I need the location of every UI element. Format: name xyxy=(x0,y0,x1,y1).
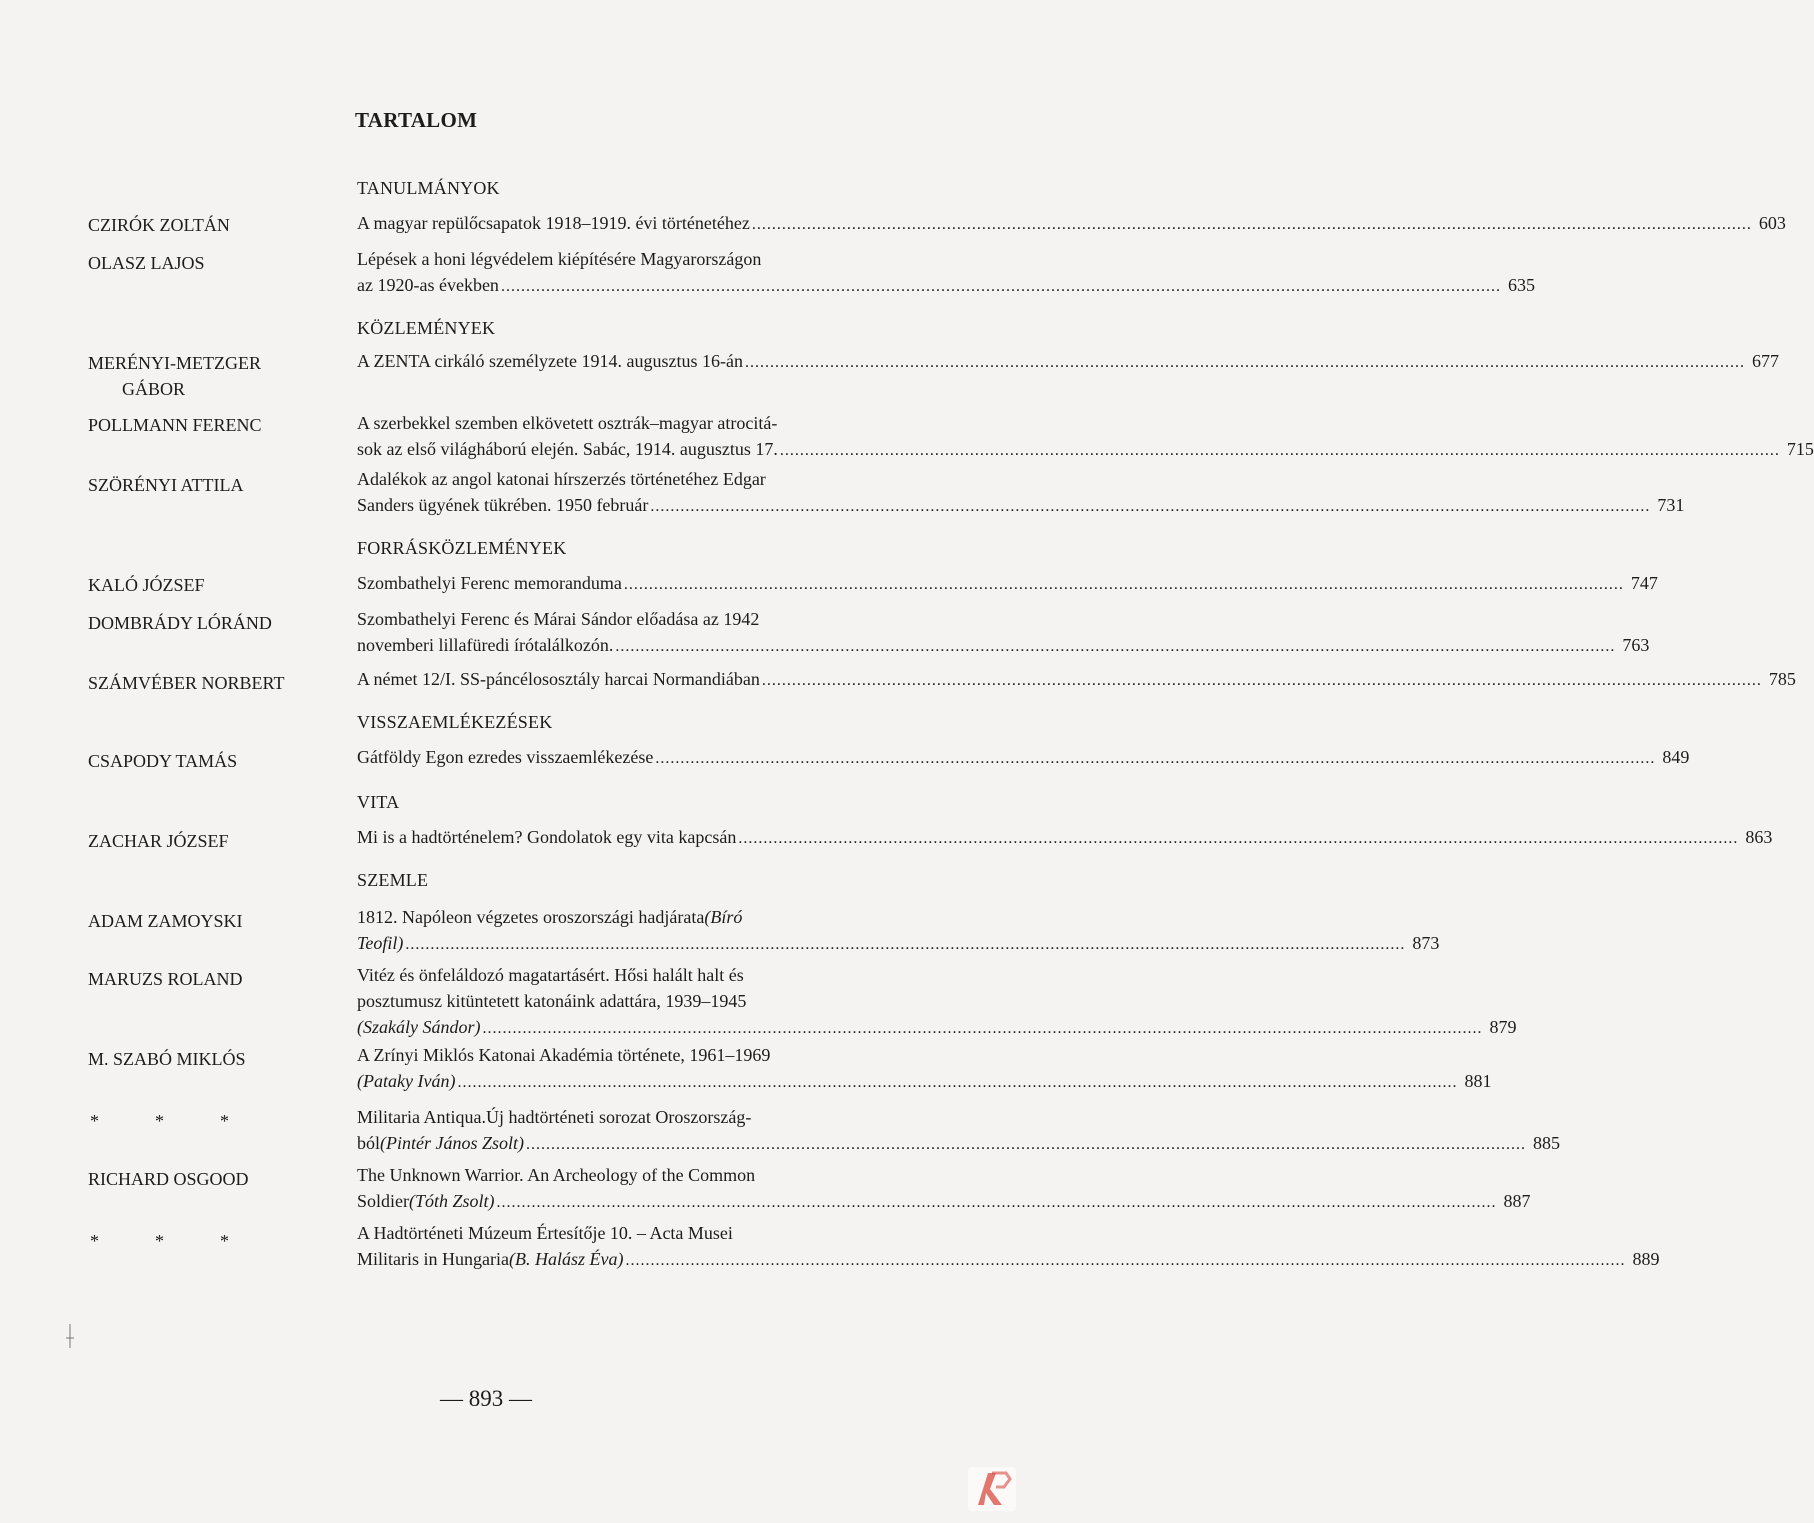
leader-dots: ........................................................................................................................................................................................................ xyxy=(623,576,1624,593)
star-mark: * xyxy=(90,1111,99,1131)
page-footer-number: — 893 — xyxy=(440,1386,532,1411)
page-number: 785 xyxy=(1768,669,1796,689)
article-title-cont: posztumusz kitüntetett katonáink adattára, 1939–1945 xyxy=(357,991,747,1011)
article-entry xyxy=(357,570,1658,598)
reviewer-name-cont: Teofil) xyxy=(357,933,404,953)
article-entry xyxy=(357,606,1650,660)
section-heading-visszaemlekezesek: VISSZAEMLÉKEZÉSEK xyxy=(357,712,553,732)
page-title: TARTALOM xyxy=(355,108,478,132)
page-number: 747 xyxy=(1630,573,1658,593)
reviewer-name: (Tóth Zsolt) xyxy=(409,1191,495,1211)
page-number: 677 xyxy=(1751,351,1779,371)
leader-dots: ........................................................................................................................................................................................................ xyxy=(526,1136,1527,1153)
author-name: M. SZABÓ MIKLÓS xyxy=(88,1049,246,1069)
article-entry xyxy=(357,1042,1492,1096)
section-heading-forraskozlemenyek: FORRÁSKÖZLEMÉNYEK xyxy=(357,538,567,558)
page-number: 879 xyxy=(1489,1017,1517,1037)
leader-dots: ........................................................................................................................................................................................................ xyxy=(625,1252,1626,1269)
author-name: CSAPODY TAMÁS xyxy=(88,751,238,771)
reviewer-name: (B. Halász Éva) xyxy=(508,1249,624,1269)
article-title: The Unknown Warrior. An Archeology of the Common xyxy=(357,1165,756,1185)
article-title-cont: ból xyxy=(357,1133,381,1153)
article-title: A Hadtörténeti Múzeum Értesítője 10. – Acta Musei xyxy=(357,1223,733,1243)
article-entry xyxy=(357,744,1690,772)
author-name-line1: MERÉNYI-METZGER xyxy=(88,353,261,373)
leader-dots: ........................................................................................................................................................................................................ xyxy=(738,830,1739,847)
article-title-cont: az 1920-as években xyxy=(357,275,499,295)
leader-dots: ........................................................................................................................................................................................................ xyxy=(457,1074,1458,1091)
reviewer-name: (Szakály Sándor) xyxy=(357,1017,481,1037)
page-number: 603 xyxy=(1758,213,1786,233)
article-title: A német 12/I. SS-páncélososztály harcai Normandiában xyxy=(357,669,760,689)
anonymous-author-stars xyxy=(90,1228,250,1254)
author-name-line2: GÁBOR xyxy=(122,379,186,399)
reviewer-name: (Pataky Iván) xyxy=(357,1071,456,1091)
article-title-cont: Soldier xyxy=(357,1191,409,1211)
star-mark: * xyxy=(155,1231,164,1251)
leader-dots: ........................................................................................................................................................................................................ xyxy=(650,498,1651,515)
article-title: Gátföldy Egon ezredes visszaemlékezése xyxy=(357,747,654,767)
watermark-logo-icon xyxy=(966,1465,1018,1513)
author-name: ZACHAR JÓZSEF xyxy=(88,831,229,851)
article-title: Mi is a hadtörténelem? Gondolatok egy vita kapcsán xyxy=(357,827,737,847)
article-entry xyxy=(357,210,1786,238)
article-entry xyxy=(357,410,1814,464)
scan-mark-icon xyxy=(64,1324,76,1348)
article-entry xyxy=(357,904,1440,958)
author-name: ADAM ZAMOYSKI xyxy=(88,911,243,931)
article-entry xyxy=(357,1162,1531,1216)
article-title: 1812. Napóleon végzetes oroszországi hadjárata xyxy=(357,907,705,927)
author-name: DOMBRÁDY LÓRÁND xyxy=(88,613,272,633)
reviewer-name: (Bíró xyxy=(704,907,743,927)
leader-dots: ........................................................................................................................................................................................................ xyxy=(615,638,1616,655)
reviewer-name: (Pintér János Zsolt) xyxy=(380,1133,525,1153)
leader-dots: ........................................................................................................................................................................................................ xyxy=(744,354,1745,371)
page-number: 849 xyxy=(1662,747,1690,767)
author-name: SZÖRÉNYI ATTILA xyxy=(88,475,244,495)
article-entry xyxy=(357,962,1517,1042)
leader-dots: ........................................................................................................................................................................................................ xyxy=(482,1020,1483,1037)
author-name: OLASZ LAJOS xyxy=(88,253,205,273)
leader-dots: ........................................................................................................................................................................................................ xyxy=(500,278,1501,295)
article-title: A magyar repülőcsapatok 1918–1919. évi történetéhez xyxy=(357,213,750,233)
anonymous-author-stars xyxy=(90,1108,250,1134)
article-title-cont: Militaris in Hungaria xyxy=(357,1249,509,1269)
section-heading-tanulmanyok: TANULMÁNYOK xyxy=(357,178,500,198)
author-name: POLLMANN FERENC xyxy=(88,415,262,435)
leader-dots: ........................................................................................................................................................................................................ xyxy=(405,936,1406,953)
page-number: 881 xyxy=(1464,1071,1492,1091)
article-entry xyxy=(357,824,1773,852)
article-title-cont: novemberi lillafüredi írótalálkozón. xyxy=(357,635,614,655)
page-number: 885 xyxy=(1533,1133,1561,1153)
author-name: RICHARD OSGOOD xyxy=(88,1169,249,1189)
star-mark: * xyxy=(155,1111,164,1131)
leader-dots: ........................................................................................................................................................................................................ xyxy=(655,750,1656,767)
article-entry xyxy=(357,466,1685,520)
author-name: MARUZS ROLAND xyxy=(88,969,243,989)
star-mark: * xyxy=(220,1231,229,1251)
leader-dots: ........................................................................................................................................................................................................ xyxy=(751,216,1752,233)
article-title: A szerbekkel szemben elkövetett osztrák–magyar atrocitá- xyxy=(357,413,778,433)
article-entry xyxy=(357,666,1796,694)
article-entry xyxy=(357,1220,1660,1274)
section-heading-vita: VITA xyxy=(357,792,400,812)
leader-dots: ........................................................................................................................................................................................................ xyxy=(761,672,1762,689)
article-title: A ZENTA cirkáló személyzete 1914. augusztus 16-án xyxy=(357,351,743,371)
article-entry xyxy=(357,1104,1561,1158)
article-entry xyxy=(357,348,1779,376)
page-number: 873 xyxy=(1412,933,1440,953)
author-name: KALÓ JÓZSEF xyxy=(88,575,205,595)
page-number: 635 xyxy=(1507,275,1535,295)
page-number: 889 xyxy=(1632,1249,1660,1269)
article-title: A Zrínyi Miklós Katonai Akadémia története, 1961–1969 xyxy=(357,1045,771,1065)
leader-dots: ........................................................................................................................................................................................................ xyxy=(779,442,1780,459)
article-title: Militaria Antiqua.Új hadtörténeti sorozat Oroszország- xyxy=(357,1107,752,1127)
article-title-cont: Sanders ügyének tükrében. 1950 február xyxy=(357,495,649,515)
section-heading-kozlemenyek: KÖZLEMÉNYEK xyxy=(357,318,496,338)
article-title: Vitéz és önfeláldozó magatartásért. Hősi halált halt és xyxy=(357,965,744,985)
star-mark: * xyxy=(220,1111,229,1131)
page-number: 731 xyxy=(1657,495,1685,515)
article-title: Adalékok az angol katonai hírszerzés történetéhez Edgar xyxy=(357,469,766,489)
article-title: Szombathelyi Ferenc és Márai Sándor előadása az 1942 xyxy=(357,609,760,629)
page-number: 715 xyxy=(1786,439,1814,459)
article-title: Lépések a honi légvédelem kiépítésére Magyarországon xyxy=(357,249,762,269)
page-number: 887 xyxy=(1503,1191,1531,1211)
article-title-cont: sok az első világháború elején. Sabác, 1914. augusztus 17. xyxy=(357,439,778,459)
author-name: CZIRÓK ZOLTÁN xyxy=(88,215,230,235)
article-entry xyxy=(357,246,1535,300)
page-number: 863 xyxy=(1745,827,1773,847)
leader-dots: ........................................................................................................................................................................................................ xyxy=(496,1194,1497,1211)
author-name: SZÁMVÉBER NORBERT xyxy=(88,673,285,693)
article-title: Szombathelyi Ferenc memoranduma xyxy=(357,573,622,593)
star-mark: * xyxy=(90,1231,99,1251)
section-heading-szemle: SZEMLE xyxy=(357,870,429,890)
author-name xyxy=(88,350,338,402)
page-number: 763 xyxy=(1622,635,1650,655)
